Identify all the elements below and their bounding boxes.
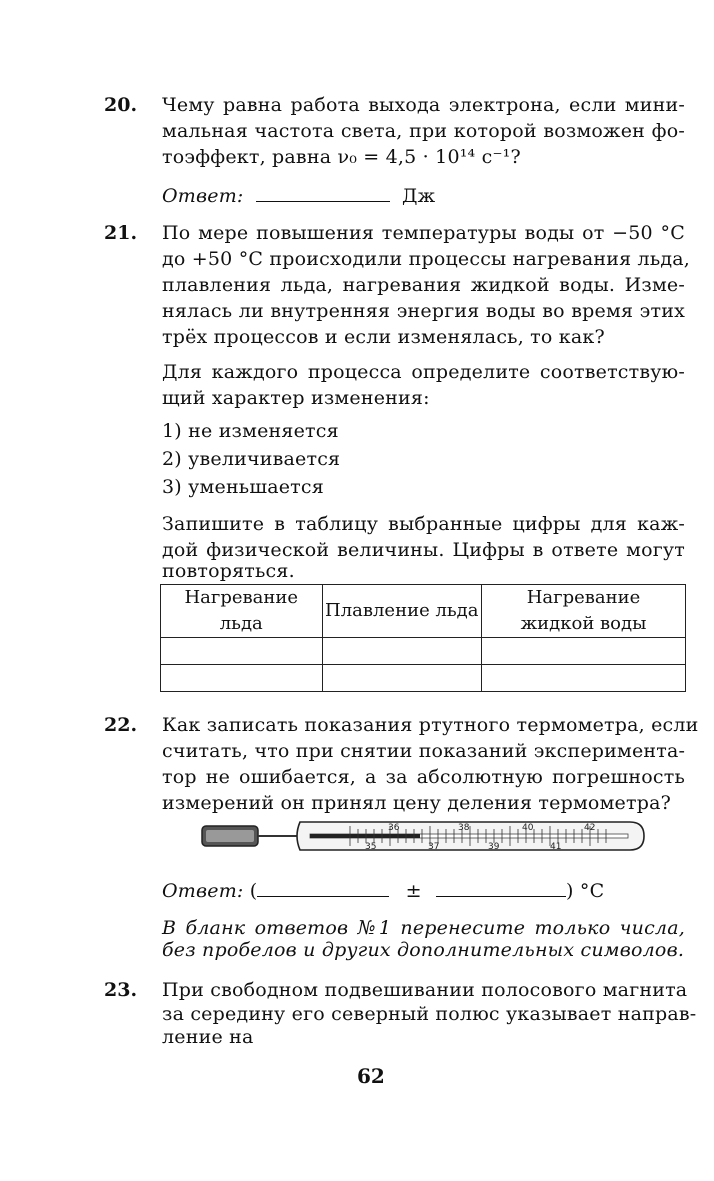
table-cell[interactable] bbox=[161, 638, 323, 665]
q20-answer-line bbox=[162, 185, 435, 207]
scale-label-top: 42 bbox=[584, 823, 596, 833]
q22-error-blank[interactable] bbox=[436, 882, 566, 897]
option-2: 2) увеличивается bbox=[162, 448, 341, 470]
table-header-ice-heating: Нагревание льда bbox=[161, 585, 323, 638]
page-number: 62 bbox=[357, 1064, 385, 1088]
scale-label-bottom: 39 bbox=[488, 842, 500, 852]
q22-number: 22. bbox=[104, 714, 138, 736]
q22-text-line: измерений он принял цену деления термометра? bbox=[162, 792, 671, 814]
q21-text-line: трёх процессов и если изменялась, то как? bbox=[162, 326, 605, 348]
q20-answer-blank[interactable] bbox=[256, 187, 390, 202]
scale-label-top: 38 bbox=[458, 823, 470, 833]
plus-minus-sign: ± bbox=[405, 880, 422, 902]
table-cell[interactable] bbox=[482, 665, 686, 692]
answer-open-paren: ( bbox=[249, 880, 258, 902]
table-header-ice-melting: Плавление льда bbox=[322, 585, 482, 638]
q21-text-line: нялась ли внутренняя энергия воды во время этих bbox=[162, 300, 685, 322]
q23-text-line: за середину его северный полюс указывает направ- bbox=[162, 1003, 697, 1025]
scale-label-bottom: 37 bbox=[428, 842, 440, 852]
answer-unit: ) °С bbox=[566, 880, 605, 902]
option-3: 3) уменьшается bbox=[162, 476, 324, 498]
q22-value-blank[interactable] bbox=[257, 882, 389, 897]
table-cell[interactable] bbox=[322, 665, 482, 692]
answer-table bbox=[160, 584, 686, 692]
answer-label: Ответ: bbox=[162, 185, 244, 207]
table-cell[interactable] bbox=[482, 638, 686, 665]
q23-number: 23. bbox=[104, 979, 138, 1001]
table-cell[interactable] bbox=[322, 638, 482, 665]
table-header-water-heating: Нагревание жидкой воды bbox=[482, 585, 686, 638]
answer-unit: Дж bbox=[402, 185, 436, 207]
q20-text-line: тоэффект, равна ν₀ = 4,5 · 10¹⁴ с⁻¹? bbox=[162, 146, 521, 168]
answer-form-note: без пробелов и других дополнительных символов. bbox=[162, 939, 685, 961]
q23-text-line: ление на bbox=[162, 1026, 254, 1048]
scale-label-top: 40 bbox=[522, 823, 534, 833]
q22-text-line: Как записать показания ртутного термометра, если bbox=[162, 714, 699, 736]
q21-instruction-line: Для каждого процесса определите соответствую- bbox=[162, 361, 685, 383]
q21-number: 21. bbox=[104, 222, 138, 244]
option-1: 1) не изменяется bbox=[162, 420, 339, 442]
q21-text-line: По мере повышения температуры воды от −50 °С bbox=[162, 222, 685, 244]
q20-text-line: Чему равна работа выхода электрона, если мини- bbox=[162, 94, 685, 116]
q21-table-instruction-line: повторяться. bbox=[162, 560, 295, 582]
q22-text-line: тор не ошибается, а за абсолютную погрешность bbox=[162, 766, 685, 788]
thermometer-image bbox=[200, 812, 646, 860]
q23-text-line: При свободном подвешивании полосового магнита bbox=[162, 979, 688, 1001]
q20-number: 20. bbox=[104, 94, 138, 116]
q22-answer-line bbox=[162, 880, 604, 902]
q21-table-instruction-line: дой физической величины. Цифры в ответе могут bbox=[162, 539, 685, 561]
table-cell[interactable] bbox=[161, 665, 323, 692]
q20-text-line: мальная частота света, при которой возможен фо- bbox=[162, 120, 685, 142]
q21-table-instruction-line: Запишите в таблицу выбранные цифры для каж- bbox=[162, 513, 685, 535]
q22-text-line: считать, что при снятии показаний эксперимента- bbox=[162, 740, 686, 762]
scale-label-top: 36 bbox=[388, 823, 400, 833]
q21-instruction-line: щий характер изменения: bbox=[162, 387, 430, 409]
answer-form-note: В бланк ответов №1 перенесите только числа, bbox=[162, 917, 685, 939]
answer-label: Ответ: bbox=[162, 880, 244, 902]
q21-text-line: до +50 °С происходили процессы нагревания льда, bbox=[162, 248, 691, 270]
scale-label-bottom: 35 bbox=[365, 842, 377, 852]
q21-text-line: плавления льда, нагревания жидкой воды. Изме- bbox=[162, 274, 685, 296]
scale-label-bottom: 41 bbox=[550, 842, 562, 852]
